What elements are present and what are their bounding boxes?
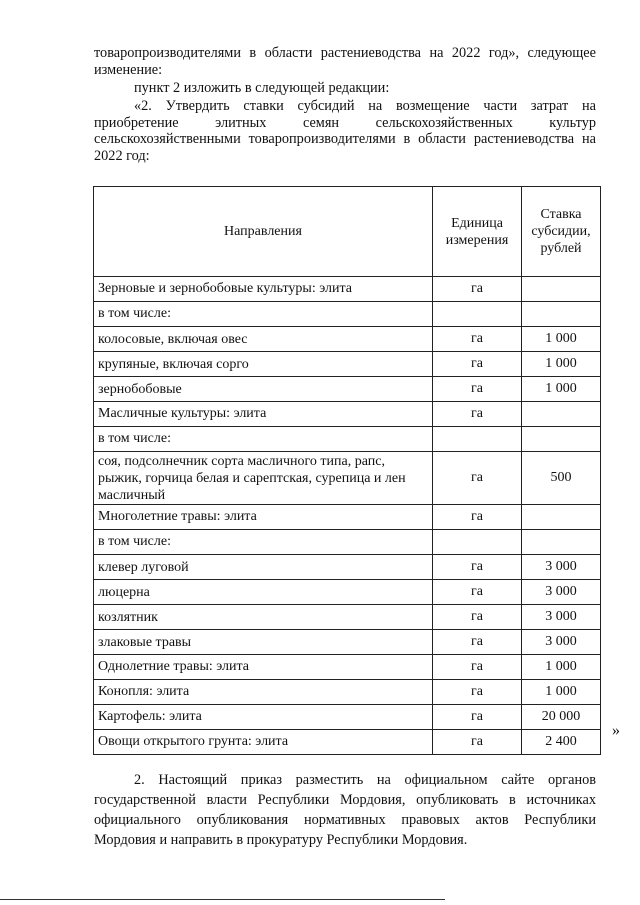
table-row [94, 730, 601, 755]
quote-paragraph: «2. Утвердить ставки субсидий на возмещение части затрат на приобретение элитных семян сельскохозяйственных культур сельскохозяйственными товаропроизводителями в области растениеводства на 2022 год: [94, 98, 596, 164]
table-row [94, 352, 601, 377]
row-rate: 1 000 [522, 655, 601, 680]
row-name: Конопля: элита [94, 680, 433, 705]
row-rate [522, 505, 601, 530]
row-rate: 20 000 [522, 705, 601, 730]
row-name: Однолетние травы: элита [94, 655, 433, 680]
intro-paragraph: товаропроизводителями в области растениеводства на 2022 год», следующее изменение: [94, 45, 596, 78]
table-header-row [94, 187, 601, 277]
row-name: Масличные культуры: элита [94, 402, 433, 427]
row-unit: га [433, 505, 522, 530]
row-rate: 1 000 [522, 327, 601, 352]
row-name: крупяные, включая сорго [94, 352, 433, 377]
row-rate: 1 000 [522, 680, 601, 705]
table-row [94, 605, 601, 630]
row-name: клевер луговой [94, 555, 433, 580]
row-name: Картофель: элита [94, 705, 433, 730]
row-rate: 2 400 [522, 730, 601, 755]
header-direction: Направления [94, 187, 433, 277]
table-row [94, 327, 601, 352]
row-name: Зерновые и зернобобовые культуры: элита [94, 277, 433, 302]
table-row [94, 402, 601, 427]
row-unit: га [433, 327, 522, 352]
row-unit [433, 530, 522, 555]
row-unit: га [433, 555, 522, 580]
table-row [94, 427, 601, 452]
row-unit [433, 302, 522, 327]
table-row [94, 530, 601, 555]
row-rate: 3 000 [522, 605, 601, 630]
table-row [94, 680, 601, 705]
row-unit: га [433, 277, 522, 302]
row-name: козлятник [94, 605, 433, 630]
row-rate [522, 402, 601, 427]
row-unit [433, 427, 522, 452]
row-unit: га [433, 655, 522, 680]
row-unit: га [433, 377, 522, 402]
row-rate [522, 427, 601, 452]
row-rate: 3 000 [522, 630, 601, 655]
row-unit: га [433, 605, 522, 630]
row-name: в том числе: [94, 530, 433, 555]
row-rate: 3 000 [522, 580, 601, 605]
row-unit: га [433, 630, 522, 655]
row-name: Многолетние травы: элита [94, 505, 433, 530]
footer-divider [0, 899, 445, 900]
header-rate: Ставка субсидии, рублей [522, 187, 601, 277]
row-unit: га [433, 352, 522, 377]
row-name: в том числе: [94, 302, 433, 327]
table-row [94, 580, 601, 605]
table-row [94, 277, 601, 302]
row-rate: 1 000 [522, 352, 601, 377]
row-name: злаковые травы [94, 630, 433, 655]
table-row [94, 452, 601, 505]
header-unit: Единица измерения [433, 187, 522, 277]
row-name: колосовые, включая овес [94, 327, 433, 352]
row-name: в том числе: [94, 427, 433, 452]
subsidy-rates-table [93, 186, 601, 755]
row-rate: 1 000 [522, 377, 601, 402]
row-unit: га [433, 580, 522, 605]
row-rate: 3 000 [522, 555, 601, 580]
table-row [94, 377, 601, 402]
closing-quote-mark: » [612, 722, 620, 739]
item-paragraph: пункт 2 изложить в следующей редакции: [134, 80, 390, 96]
row-name: люцерна [94, 580, 433, 605]
row-unit: га [433, 680, 522, 705]
table-row [94, 655, 601, 680]
row-unit: га [433, 730, 522, 755]
bottom-paragraph: 2. Настоящий приказ разместить на официальном сайте органов государственной власти Республики Мордовия, опубликовать в источниках официального опубликования нормативных правовых актов Республики Мордовия и направить в прокуратуру Республики Мордовия. [94, 772, 596, 848]
table-row [94, 630, 601, 655]
row-unit: га [433, 705, 522, 730]
table-row [94, 705, 601, 730]
row-rate [522, 302, 601, 327]
row-rate [522, 530, 601, 555]
row-rate [522, 277, 601, 302]
row-unit: га [433, 402, 522, 427]
table-row [94, 505, 601, 530]
row-name: зернобобовые [94, 377, 433, 402]
row-name: соя, подсолнечник сорта масличного типа, рапс, рыжик, горчица белая и сарептская, сурепица и лен масличный [94, 452, 433, 505]
row-name: Овощи открытого грунта: элита [94, 730, 433, 755]
row-rate: 500 [522, 452, 601, 505]
row-unit: га [433, 452, 522, 505]
table-row [94, 555, 601, 580]
table-row [94, 302, 601, 327]
